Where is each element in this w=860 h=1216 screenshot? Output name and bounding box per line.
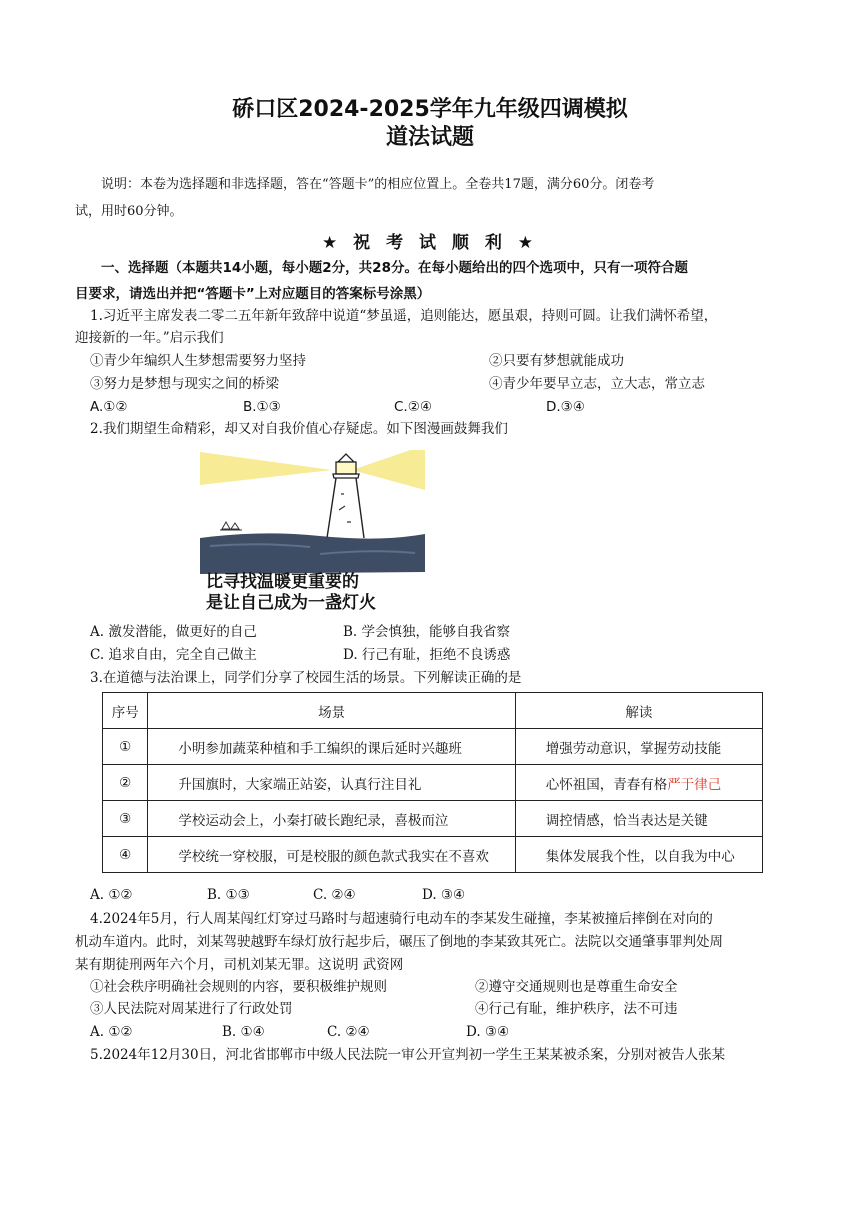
q4-option-b: B. ①④ bbox=[222, 1024, 265, 1040]
table-row bbox=[103, 837, 763, 873]
q3-option-b: B. ①③ bbox=[207, 887, 250, 903]
q1-statement-2: ②只要有梦想就能成功 bbox=[489, 353, 624, 369]
row-scene: 小明参加蔬菜种植和手工编织的课后延时兴趣班 bbox=[148, 729, 515, 765]
exam-title: 硚口区2024-2025学年九年级四调模拟 bbox=[232, 97, 628, 122]
boat-icon bbox=[222, 522, 239, 529]
q4-stem-1: 4.2024年5月，行人周某闯红灯穿过马路时与超速骑行电动车的李某发生碰撞，李某被撞后摔倒在对向的 bbox=[90, 911, 713, 927]
lighthouse-lamp bbox=[336, 462, 356, 474]
table-header-row bbox=[103, 693, 763, 729]
q3-stem: 3.在道德与法治课上，同学们分享了校园生活的场景。下列解读正确的是 bbox=[90, 670, 522, 686]
header-reading: 解读 bbox=[515, 693, 762, 729]
q2-stem: 2.我们期望生命精彩，却又对自我价值心存疑虑。如下图漫画鼓舞我们 bbox=[90, 421, 508, 437]
q1-statement-3: ③努力是梦想与现实之间的桥梁 bbox=[90, 376, 279, 392]
good-luck-banner: ★ 祝 考 试 顺 利 ★ bbox=[322, 233, 538, 253]
row-number: ③ bbox=[103, 801, 148, 837]
light-beam-left bbox=[200, 452, 332, 485]
comic-caption-1: 比寻找温暖更重要的 bbox=[206, 572, 359, 592]
q1-statement-4: ④青少年要早立志，立大志，常立志 bbox=[489, 376, 705, 392]
q1-statement-1: ①青少年编织人生梦想需要努力坚持 bbox=[90, 353, 306, 369]
table-row bbox=[103, 765, 763, 801]
row-reading-highlight: 严于律己 bbox=[667, 776, 722, 793]
q1-stem-2: 迎接新的一年。”启示我们 bbox=[75, 330, 224, 346]
q3-option-d: D. ③④ bbox=[422, 887, 466, 903]
q4-option-c: C. ②④ bbox=[327, 1024, 370, 1040]
instructions-line-1: 说明：本卷为选择题和非选择题，答在“答题卡”的相应位置上。全卷共17题，满分60分。闭卷考 bbox=[101, 177, 655, 192]
table-row bbox=[103, 729, 763, 765]
q4-option-d: D. ③④ bbox=[466, 1024, 510, 1040]
row-number: ① bbox=[103, 729, 148, 765]
header-number: 序号 bbox=[103, 693, 148, 729]
row-reading: 心怀祖国，青春有格 bbox=[545, 776, 668, 793]
q2-option-b: B. 学会慎独，能够自我省察 bbox=[343, 624, 511, 640]
row-scene: 学校运动会上，小秦打破长跑纪录，喜极而泣 bbox=[148, 801, 515, 837]
lighthouse-comic bbox=[200, 450, 425, 615]
q1-stem-1: 1.习近平主席发表二零二五年新年致辞中说道“梦虽遥，追则能达，愿虽艰，持则可圆。让我们满怀希望， bbox=[90, 308, 718, 324]
row-reading: 增强劳动意识，掌握劳动技能 bbox=[515, 729, 762, 765]
section1-heading-1: 一、选择题（本题共14小题，每小题2分，共28分。在每小题给出的四个选项中，只有一项符合题 bbox=[101, 260, 688, 276]
header-scene: 场景 bbox=[148, 693, 515, 729]
row-reading: 集体发展我个性，以自我为中心 bbox=[515, 837, 762, 873]
light-beam-right bbox=[352, 450, 425, 490]
table-row bbox=[103, 801, 763, 837]
q1-option-d: D.③④ bbox=[546, 399, 585, 415]
instructions-line-2: 试，用时60分钟。 bbox=[75, 204, 183, 219]
q3-option-a: A. ①② bbox=[90, 887, 133, 903]
row-scene: 学校统一穿校服，可是校服的颜色款式我实在不喜欢 bbox=[148, 837, 515, 873]
row-reading-cell bbox=[515, 765, 762, 801]
q4-stem-2: 机动车道内。此时，刘某驾驶越野车绿灯放行起步后，碾压了倒地的李某致其死亡。法院以交通肇事罪判处周 bbox=[75, 934, 723, 950]
q3-option-c: C. ②④ bbox=[313, 887, 356, 903]
q4-statement-4: ④行己有耻，维护秩序，法不可违 bbox=[475, 1001, 678, 1017]
comic-caption-2: 是让自己成为一盏灯火 bbox=[206, 593, 376, 613]
q4-statement-1: ①社会秩序明确社会规则的内容，要积极维护规则 bbox=[90, 979, 387, 995]
q4-statement-3: ③人民法院对周某进行了行政处罚 bbox=[90, 1001, 293, 1017]
section1-heading-2: 目要求，请选出并把“答题卡”上对应题目的答案标号涂黑） bbox=[75, 286, 431, 302]
scene-table bbox=[102, 692, 763, 873]
q4-statement-2: ②遵守交通规则也是尊重生命安全 bbox=[475, 979, 678, 995]
lighthouse-tower bbox=[327, 478, 364, 538]
q2-option-c: C. 追求自由，完全自己做主 bbox=[90, 647, 257, 663]
q1-option-b: B.①③ bbox=[243, 399, 281, 415]
exam-subtitle: 道法试题 bbox=[385, 125, 474, 150]
q2-option-a: A. 激发潜能，做更好的自己 bbox=[90, 624, 257, 640]
q4-stem-3: 某有期徒刑两年六个月，司机刘某无罪。这说明 武资网 bbox=[75, 957, 404, 973]
q2-option-d: D. 行己有耻，拒绝不良诱惑 bbox=[343, 647, 511, 663]
row-number: ② bbox=[103, 765, 148, 801]
q1-option-c: C.②④ bbox=[394, 399, 432, 415]
row-number: ④ bbox=[103, 837, 148, 873]
q5-stem-1: 5.2024年12月30日，河北省邯郸市中级人民法院一审公开宣判初一学生王某某被杀案，分别对被告人张某 bbox=[90, 1047, 726, 1063]
q1-option-a: A.①② bbox=[90, 399, 128, 415]
sea bbox=[200, 533, 425, 574]
q4-option-a: A. ①② bbox=[90, 1024, 133, 1040]
row-reading: 调控情感，恰当表达是关键 bbox=[515, 801, 762, 837]
row-scene: 升国旗时，大家端正站姿，认真行注目礼 bbox=[148, 765, 515, 801]
